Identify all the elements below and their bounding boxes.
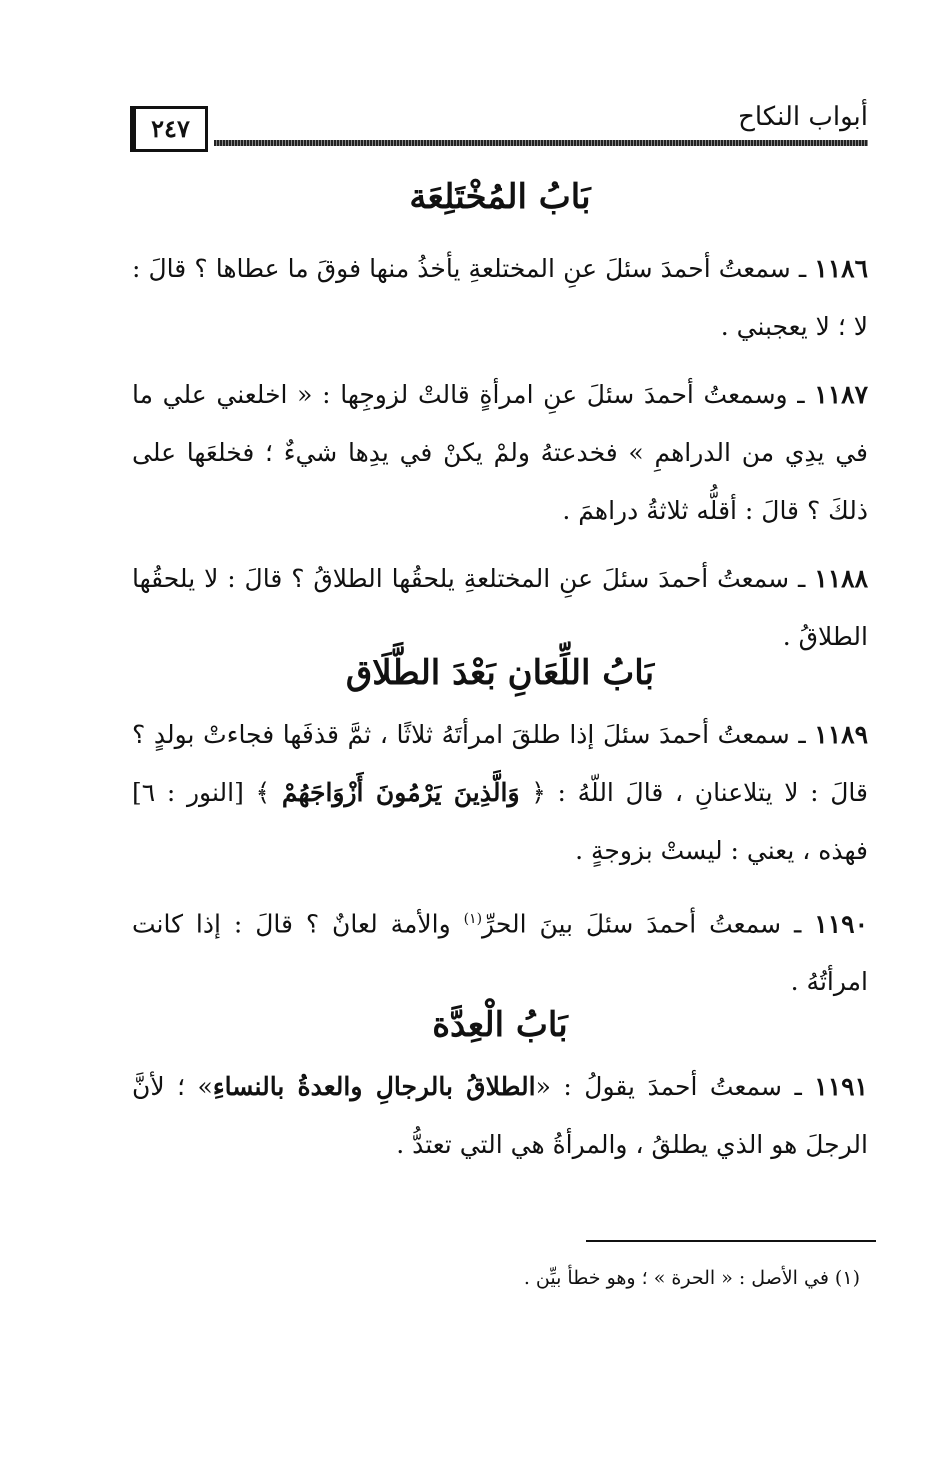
paragraph-1187 bbox=[132, 366, 868, 540]
bold-quote: الطلاقُ بالرجالِ والعدةُ بالنساءِ bbox=[212, 1072, 536, 1101]
paragraph-1186 bbox=[132, 240, 868, 356]
chapter-heading: بَابُ المُخْتَلِعَة bbox=[409, 177, 591, 217]
paragraph-number: ١١٩٠ bbox=[814, 909, 869, 939]
paragraph-text: ـ سمعتُ أحمدَ سئلَ بينَ الحرِّ bbox=[482, 909, 802, 939]
section-1-body bbox=[132, 240, 868, 666]
paragraph-text: ـ سمعتُ أحمدَ سئلَ عنِ المختلعةِ يأخذُ منها فوقَ ما عطاها ؟ قالَ : لا ؛ لا يعجبني . bbox=[132, 254, 868, 341]
paragraph-number: ١١٨٩ bbox=[814, 720, 868, 749]
section-2-body bbox=[132, 706, 868, 1011]
footnote-reference: (١) bbox=[463, 911, 483, 927]
paragraph-text: ﴾ [النور : ٦] فهذه ، يعني : ليستْ بزوجةٍ . bbox=[132, 778, 868, 865]
footnote: (١) في الأصل : « الحرة » ؛ وهو خطأ بيِّن . bbox=[523, 1267, 860, 1289]
running-header-title: أبواب النكاح bbox=[738, 102, 868, 132]
paragraph-text: والأمة لعانٌ ؟ قالَ : إذا كانت امرأتُهُ . bbox=[132, 909, 868, 997]
quran-quote: وَالَّذِينَ يَرْمُونَ أَزْوَاجَهُمْ bbox=[281, 778, 520, 807]
paragraph-1191 bbox=[132, 1058, 868, 1174]
paragraph-number: ١١٨٦ bbox=[814, 254, 868, 283]
paragraph-1188 bbox=[132, 550, 868, 666]
paragraph-number: ١١٨٧ bbox=[814, 380, 868, 409]
footnote-rule bbox=[586, 1240, 876, 1242]
paragraph-number: ١١٨٨ bbox=[814, 564, 868, 593]
page-number: ٢٤٧ bbox=[130, 106, 208, 152]
paragraph-text: ـ سمعتُ أحمدَ سئلَ عنِ المختلعةِ يلحقُها الطلاقُ ؟ قالَ : لا يلحقُها الطلاقُ . bbox=[132, 564, 868, 651]
section-3-body bbox=[132, 1058, 868, 1174]
paragraph-1190 bbox=[132, 890, 868, 1011]
running-header bbox=[130, 100, 868, 158]
paragraph-1189 bbox=[132, 706, 868, 880]
chapter-heading: بَابُ الْعِدَّة bbox=[432, 1005, 568, 1045]
paragraph-text: ـ سمعتُ أحمدَ سئلَ إذا طلقَ امرأتَهُ ثلاثًا ، ثمَّ قذفَها فجاءتْ بولدٍ ؟ قالَ : لا يتلاعنانِ ، قالَ اللّهُ : ﴿ bbox=[132, 720, 869, 807]
chapter-heading: بَابُ اللِّعَانِ بَعْدَ الطَّلَاق bbox=[345, 653, 655, 693]
paragraph-text: ـ وسمعتُ أحمدَ سئلَ عنِ امرأةٍ قالتْ لزوجِها : « اخلعني علي ما في يدِي من الدراهمِ » فخدعتهُ ولمْ يكنْ في يدِها شيءٌ ؛ فخلعَها على ذلكَ ؟ قالَ : أقلُّه ثلاثةُ دراهمَ . bbox=[132, 380, 868, 525]
header-rule bbox=[214, 140, 868, 146]
paragraph-text: ـ سمعتُ أحمدَ يقولُ : « bbox=[535, 1072, 802, 1101]
paragraph-number: ١١٩١ bbox=[814, 1072, 868, 1101]
paragraph-text: » ؛ لأنَّ الرجلَ هو الذي يطلقُ ، والمرأةُ هي التي تعتدُّ . bbox=[132, 1072, 868, 1159]
